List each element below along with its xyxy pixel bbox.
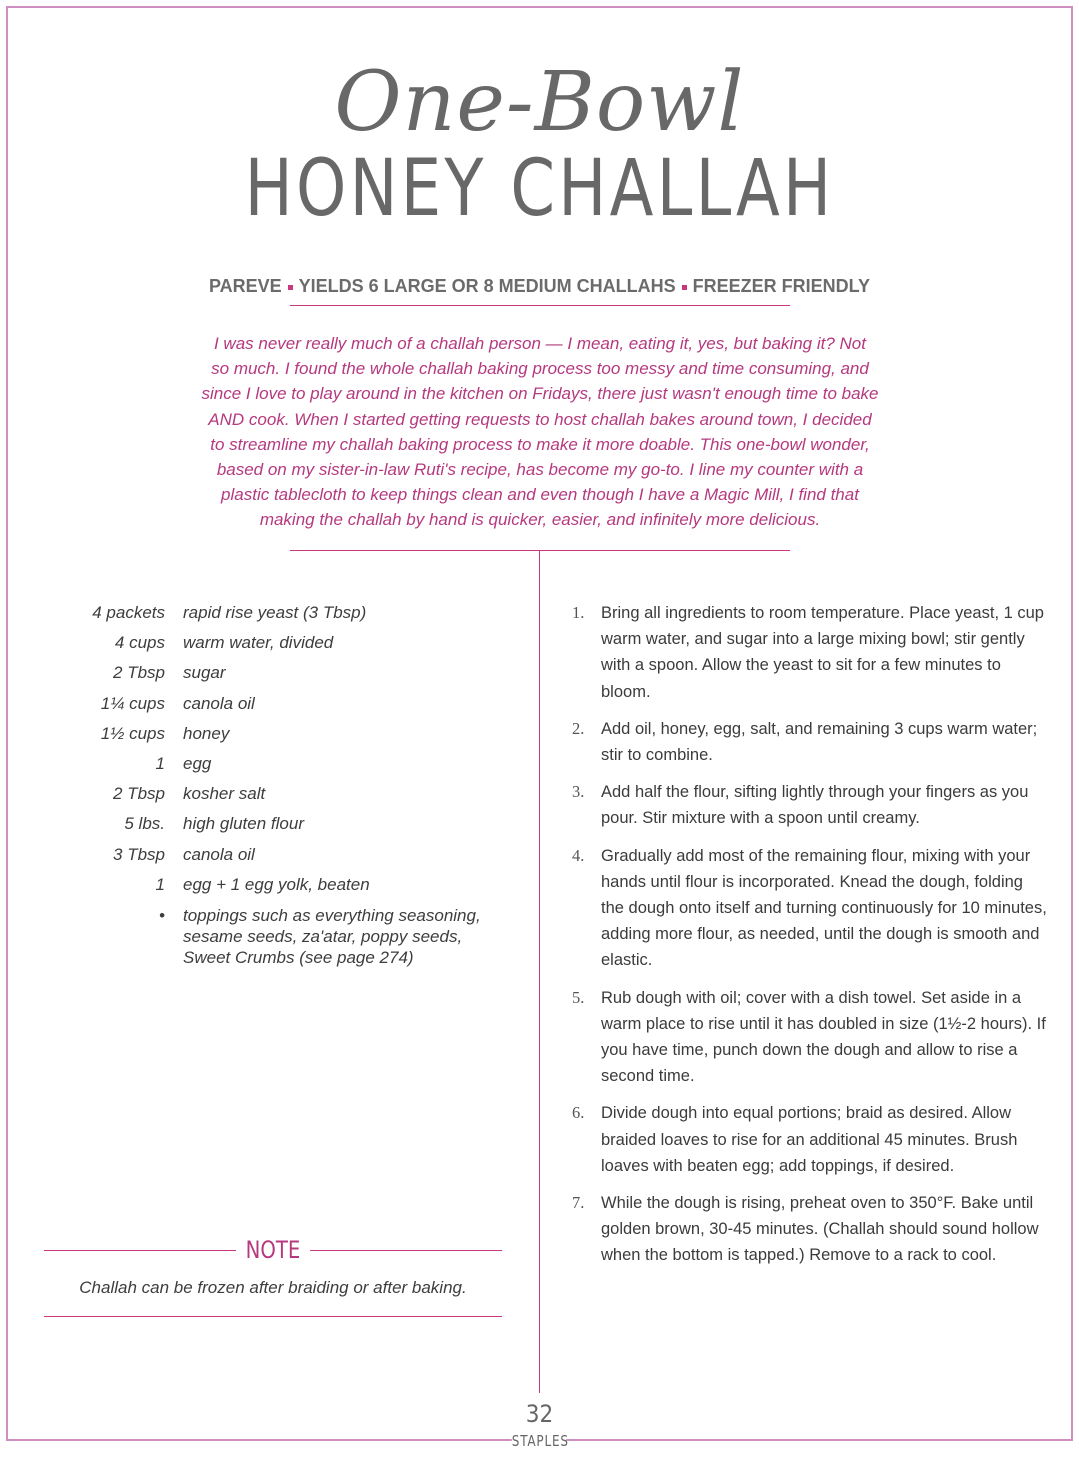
ingredient-qty: 1½ cups [100, 723, 165, 743]
ingredient-name: kosher salt [183, 784, 266, 804]
ingredient-name: high gluten flour [183, 814, 304, 834]
step-number: 1. [572, 603, 585, 622]
ingredient-name: warm water, divided [183, 633, 334, 653]
step-text: Gradually add most of the remaining flour, mixing with your hands until flour is incorporated. Knead the dough, folding the dough onto itself and turning continuously for 10 minutes, adding more flour, as needed, until the dough is smooth and elastic. [601, 846, 1047, 970]
recipe-meta [0, 276, 1079, 297]
ingredient-row [60, 751, 510, 781]
ingredient-row [60, 781, 510, 811]
ingredient-qty: 1 [155, 874, 165, 894]
step-number: 5. [572, 987, 585, 1007]
step-text: Add oil, honey, egg, salt, and remaining 3 cups warm water; stir to combine. [601, 719, 1038, 765]
direction-step [572, 985, 1047, 1090]
title-script: One-Bowl [334, 55, 745, 150]
intro-line: AND cook. When I started getting requests to host challah bakes around town, I decided [208, 409, 872, 429]
ingredient-row [60, 902, 510, 968]
ingredient-row [60, 660, 510, 690]
intro-line: making the challah by hand is quicker, easier, and infinitely more delicious. [259, 510, 821, 530]
ingredient-row [60, 630, 510, 660]
ingredient-name: egg [183, 753, 212, 773]
directions-list [572, 600, 1047, 1280]
step-text: Rub dough with oil; cover with a dish towel. Set aside in a warm place to rise until it has doubled in size (1½-2 hours). If you have time, punch down the dough and allow to rise a second time. [601, 988, 1046, 1086]
divider [44, 1316, 502, 1317]
direction-step [572, 600, 1047, 705]
intro-paragraph [180, 331, 900, 533]
ingredient-name: sugar [183, 663, 226, 683]
ingredient-row [60, 872, 510, 902]
intro-line: to streamline my challah baking process to make it more doable. This one-bowl wonder, [210, 434, 870, 454]
step-number: 4. [572, 845, 585, 865]
ingredient-name: rapid rise yeast (3 Tbsp) [183, 603, 367, 622]
bullet-icon: • [159, 905, 165, 925]
ingredient-qty: 4 packets [92, 603, 165, 622]
ingredient-qty: 3 Tbsp [113, 844, 165, 864]
ingredient-row [60, 842, 510, 872]
ingredient-qty: 2 Tbsp [113, 784, 165, 804]
note-header [44, 1236, 502, 1266]
ingredient-qty: 1 [155, 753, 165, 773]
ingredient-row [60, 600, 510, 630]
note-title: NOTE [245, 1236, 301, 1264]
divider [310, 1250, 502, 1251]
note-text: Challah can be frozen after braiding or after baking. [79, 1278, 467, 1297]
separator-dot [682, 285, 687, 290]
direction-step [572, 1100, 1047, 1179]
step-number: 7. [572, 1193, 585, 1213]
step-text: Divide dough into equal portions; braid as desired. Allow braided loaves to rise for an additional 45 minutes. Brush loaves with beaten egg; add toppings, if desired. [601, 1104, 1018, 1175]
intro-line: based on my sister-in-law Ruti's recipe, has become my go-to. I line my counter with a [216, 460, 864, 480]
intro-line: so much. I found the whole challah baking process too messy and time consuming, and [211, 359, 869, 379]
ingredient-row [60, 721, 510, 751]
ingredient-qty: 2 Tbsp [113, 663, 165, 683]
divider [290, 550, 790, 551]
ingredient-name: honey [183, 723, 230, 743]
ingredient-name: canola oil [183, 693, 255, 713]
ingredient-qty: 1¼ cups [100, 693, 165, 713]
divider [44, 1250, 236, 1251]
page-title: HONEY CHALLAH [244, 144, 835, 234]
separator-dot [288, 285, 293, 290]
direction-step [572, 716, 1047, 768]
ingredient-name: toppings such as everything seasoning, sesame seeds, za'atar, poppy seeds, Sweet Crumbs (see page 274) [183, 905, 481, 967]
step-number: 3. [572, 782, 585, 802]
direction-step [572, 843, 1047, 974]
step-text: Add half the flour, sifting lightly through your fingers as you pour. Stir mixture with a spoon until creamy. [601, 783, 1029, 828]
ingredient-row [60, 811, 510, 841]
step-number: 2. [572, 718, 585, 738]
direction-step [572, 1190, 1047, 1269]
direction-step [572, 779, 1047, 831]
ingredient-row [60, 691, 510, 721]
ingredient-name: canola oil [183, 844, 255, 864]
intro-line: plastic tablecloth to keep things clean and even though I have a Magic Mill, I find that [221, 485, 859, 505]
ingredient-qty: 5 lbs. [124, 814, 165, 834]
step-text: Bring all ingredients to room temperature. Place yeast, 1 cup warm water, and sugar into a large mixing bowl; stir gently with a spoon. Allow the yeast to sit for a few minutes to bloom. [601, 604, 1044, 701]
divider [290, 305, 790, 306]
meta-freezer: FREEZER FRIENDLY [692, 276, 871, 296]
section-label: STAPLES [511, 1432, 569, 1450]
meta-pareve: PAREVE [208, 276, 282, 296]
ingredient-qty: 4 cups [114, 633, 165, 653]
step-text: While the dough is rising, preheat oven to 350°F. Bake until golden brown, 30-45 minutes. (Challah should sound hollow when the bottom is tapped.) Remove to a rack to cool. [601, 1194, 1039, 1265]
intro-line: I was never really much of a challah person — I mean, eating it, yes, but baking it? Not [213, 334, 866, 353]
meta-yield: YIELDS 6 LARGE OR 8 MEDIUM CHALLAHS [298, 276, 676, 296]
step-number: 6. [572, 1103, 585, 1123]
page-number: 32 [525, 1400, 554, 1428]
intro-line: since I love to play around in the kitchen on Fridays, there just wasn't enough time to bake [201, 384, 879, 404]
ingredient-name: egg + 1 egg yolk, beaten [183, 874, 370, 894]
ingredients-list [60, 600, 510, 968]
column-divider [539, 551, 540, 1393]
